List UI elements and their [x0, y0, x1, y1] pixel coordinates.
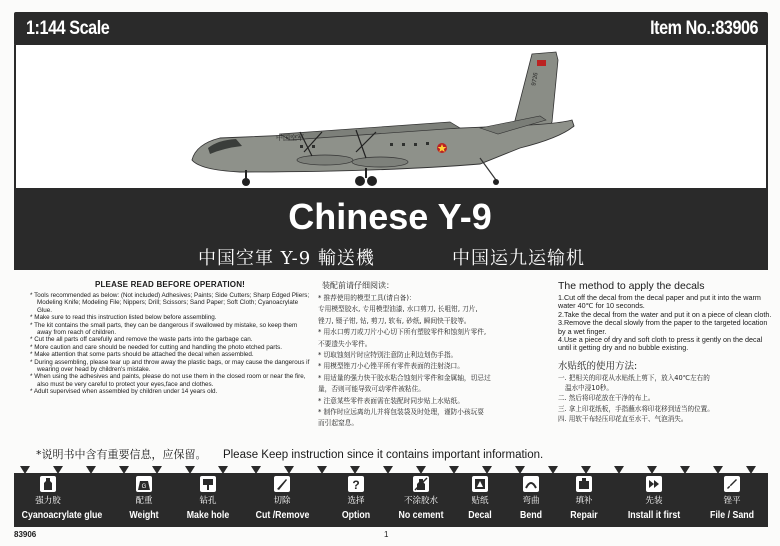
instruction-item: * Make attention that some parts should be attached the decal when assembled. — [30, 351, 254, 359]
instruction-cn-line: * 用模型锉刀小心锉平所有零件表面的注射浇口。 — [318, 362, 464, 371]
knife-icon — [274, 476, 290, 492]
legend-label-en: No cement — [398, 510, 444, 521]
legend-label-en: Install it first — [627, 510, 681, 521]
instruction-cn-line: * 制作时应远离幼儿并将包装袋及时处理，谨防小孩玩耍 — [318, 408, 484, 417]
instruction-cn-line: * 用适量的强力快干胶水粘合蚀刻片零件和金属轴，切忌过 — [318, 373, 491, 382]
legend-item-option — [326, 473, 386, 521]
instruction-cn-line: 而引起窒息。 — [318, 419, 359, 428]
legend-item-no-cement — [391, 473, 451, 521]
instruction-item: * The kit contains the small parts, they can be dangerous if swallowed by mistake, so keep them away from reach of children. — [30, 321, 298, 337]
instruction-cn-line: 锉刀, 镊子钳, 钻, 剪刀, 软布, 砂纸, 瞬间快干胶等。 — [318, 316, 471, 325]
symbol-legend — [14, 473, 768, 527]
keep-notice-en: Please Keep instruction since it contains important information. — [222, 449, 544, 461]
instruction-cn-line: * 注意某些零件表面需在装配时同步贴上水贴纸。 — [318, 396, 464, 405]
legend-item-drill — [178, 473, 238, 521]
legend-label-en: Weight — [129, 510, 159, 521]
instruction-item: * Tools recommended as below: (Not included) Adhesives; Paints; Side Cutters; Sharp Edged Pliers; Modeling Knife; Modeling File; Nippers; Drill; Scissors; Sand Paper; Soft Cloth; Cyanoacrylate Glue. — [30, 292, 310, 314]
legend-label-en: Repair — [570, 510, 598, 521]
legend-label-cn: 填补 — [575, 496, 593, 506]
file-icon — [724, 476, 740, 492]
legend-label-cn: 强力胶 — [35, 496, 61, 506]
glue-bottle-icon — [40, 476, 56, 492]
instruction-item: * During assembling, please tear up and throw away the plastic bags, or may cause the dangerous if wearing over head by children's mistake. — [30, 358, 310, 374]
decal-step: 2.Take the decal from the water and put it on a piece of clean cloth. — [558, 309, 772, 319]
legend-label-cn: 弯曲 — [522, 496, 540, 506]
page-number: 1 — [384, 530, 389, 539]
legend-label-en: Bend — [520, 510, 542, 521]
title-cn-traditional: 中国空軍 Y-9 輸送機 — [198, 248, 375, 269]
decal-step: 1.Cut off the decal from the decal paper and put it into the warm water 40℃ for 10 seconds. — [558, 293, 761, 311]
svg-text:?: ? — [352, 478, 360, 492]
legend-label-cn: 锉平 — [723, 496, 741, 506]
legend-label-cn: 不涂胶水 — [403, 496, 438, 506]
decal-cn-step: 温水中浸10秒。 — [565, 384, 613, 393]
install-first-icon — [646, 476, 662, 492]
legend-item-repair — [554, 473, 614, 521]
no-cement-icon — [413, 476, 429, 492]
tail-number: 9726 — [531, 72, 540, 87]
instruction-cn-line: * 切取蚀刻片时应特别注意防止利边划伤手指。 — [318, 351, 458, 360]
keep-notice — [36, 445, 756, 461]
legend-item-bend — [501, 473, 561, 521]
legend-label-en: Cyanoacrylate glue — [21, 510, 103, 521]
instruction-item: * Adult supervised when assembled by children under 14 years old. — [30, 388, 218, 396]
decal-icon — [472, 476, 488, 492]
legend-label-cn: 切除 — [273, 496, 291, 506]
legend-label-cn: 钻孔 — [199, 496, 217, 506]
legend-label-en: File / Sand — [709, 510, 754, 521]
instruction-item: * More caution and care should be needed for cutting and handling the photo etched parts. — [30, 343, 283, 351]
svg-text:G: G — [141, 484, 147, 490]
legend-label-cn: 选择 — [347, 496, 365, 506]
decal-cn-step: 一. 把相关的印花从水贴纸上剪下，放入40℃左右的 — [558, 373, 710, 382]
instruction-cn-line: * 推荐使用的模型工具(请自备)： — [318, 294, 416, 302]
decal-method-heading: The method to apply the decals — [558, 280, 705, 292]
weight-icon — [136, 476, 152, 492]
aircraft-illustration — [180, 48, 580, 190]
legend-label-en: Make hole — [186, 510, 230, 521]
instruction-item: * Cut the all parts off carefully and remove the waste parts into the garbage can. — [30, 336, 253, 344]
decal-cn-step: 三. 拿上印花纸板，手指蘸水将印花移到适当的位置。 — [558, 404, 714, 413]
legend-label-cn: 先装 — [645, 496, 663, 506]
legend-label-en: Option — [341, 510, 371, 521]
instruction-cn-line: 量，否则可能导致可动零件被粘住。 — [318, 385, 425, 394]
scale-label: 1:144 Scale — [26, 18, 110, 39]
legend-item-weight — [114, 473, 174, 521]
bend-icon — [523, 476, 539, 492]
legend-item-file — [702, 473, 762, 521]
legend-label-en: Decal — [468, 510, 492, 521]
title-cn-simplified: 中国运九运输机 — [452, 248, 585, 269]
legend-item-glue — [18, 473, 103, 521]
legend-item-cut — [252, 473, 312, 521]
decal-cn-step: 四. 用软干布轻压印花直至水干、气泡消失。 — [558, 415, 688, 424]
repair-icon — [576, 476, 592, 492]
footer-item-number: 83906 — [14, 530, 37, 539]
keep-notice-cn: *说明书中含有重要信息，应保留。 — [36, 448, 207, 461]
instructions-cn — [318, 280, 546, 430]
decal-cn-step: 二. 然后将印花放在干净的布上。 — [558, 394, 655, 403]
instructions-en-heading: PLEASE READ BEFORE OPERATION! — [94, 280, 246, 289]
legend-label-cn: 贴纸 — [471, 496, 489, 506]
drill-icon — [200, 476, 216, 492]
page-title: Chinese Y-9 — [288, 196, 492, 237]
item-number: Item No.:83906 — [649, 18, 758, 39]
instructions-en — [30, 280, 310, 396]
legend-label-cn: 配重 — [135, 496, 153, 506]
fuselage-marking: 中国空军 — [276, 134, 304, 142]
legend-item-install-first — [624, 473, 684, 521]
decal-method-cn-heading: 水贴纸的使用方法: — [558, 360, 638, 372]
decal-step: 4.Use a piece of dry and soft cloth to press it gently on the decal until it getting dry and no bubble existing. — [558, 335, 763, 353]
decal-step: 3.Remove the decal slowly from the paper to the targeted location by a wet finger. — [558, 318, 768, 336]
decal-method — [558, 280, 772, 424]
instruction-item: * Make sure to read this instruction listed below before assembling. — [30, 314, 217, 322]
question-icon — [348, 476, 364, 492]
instructions-cn-heading: 装配前请仔细阅读： — [322, 281, 394, 290]
instruction-item: * When using the adhesives and paints, please do not use them in the closed room or near the fire, also must be very careful to protect your eyes,face and clothes. — [30, 373, 306, 388]
instruction-cn-line: 专用模型胶水, 专用模型油漆, 水口剪刀, 长咀钳, 刀片, — [318, 305, 478, 314]
instruction-cn-line: 不要遗失小零件。 — [318, 339, 372, 348]
legend-label-en: Cut /Remove — [255, 510, 310, 521]
instruction-cn-line: * 用水口剪刀或刀片小心切下所有塑胶零件和蚀刻片零件, — [318, 328, 487, 337]
